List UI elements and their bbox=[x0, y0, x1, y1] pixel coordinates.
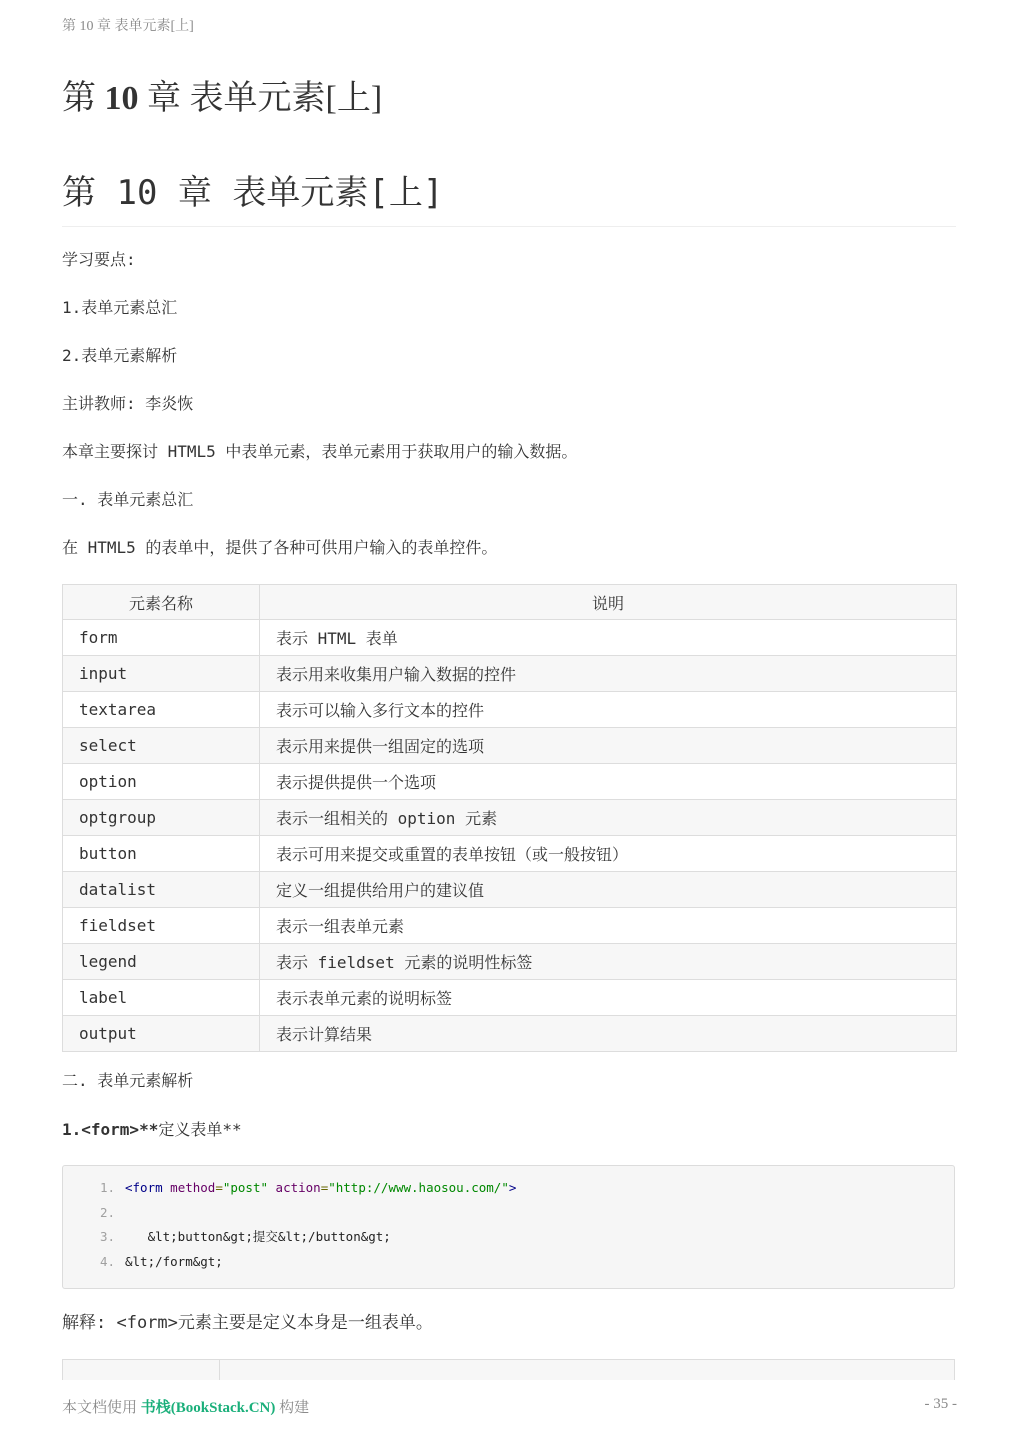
subsection-1-text: 定义表单** bbox=[158, 1120, 242, 1139]
line-number: 3. bbox=[99, 1229, 115, 1244]
element-name-cell: label bbox=[63, 980, 260, 1016]
page-number: - 35 - bbox=[924, 1396, 957, 1412]
element-name-cell: form bbox=[63, 620, 260, 656]
code-tag: <form bbox=[125, 1180, 163, 1195]
code-equals: = bbox=[215, 1180, 223, 1195]
description-cell: 表示计算结果 bbox=[260, 1016, 957, 1052]
description-cell: 表示可以输入多行文本的控件 bbox=[260, 692, 957, 728]
element-name-cell: fieldset bbox=[63, 908, 260, 944]
footer-suffix: 构建 bbox=[275, 1400, 310, 1416]
next-table-fragment bbox=[62, 1359, 955, 1381]
line-number: 1. bbox=[99, 1180, 115, 1195]
element-name-cell: select bbox=[63, 728, 260, 764]
table-row bbox=[63, 800, 957, 836]
intro-paragraph: 本章主要探讨 HTML5 中表单元素，表单元素用于获取用户的输入数据。 bbox=[62, 442, 578, 461]
table-header-row bbox=[63, 585, 957, 620]
table-row bbox=[63, 980, 957, 1016]
description-cell: 表示用来提供一组固定的选项 bbox=[260, 728, 957, 764]
element-name-cell: button bbox=[63, 836, 260, 872]
chapter-heading: 第 10 章 表单元素[上] bbox=[62, 168, 956, 227]
section-1-intro: 在 HTML5 的表单中，提供了各种可供用户输入的表单控件。 bbox=[62, 538, 498, 557]
line-number: 2. bbox=[99, 1204, 115, 1220]
title-prefix: 第 bbox=[62, 80, 105, 117]
code-attribute: action bbox=[275, 1180, 321, 1195]
element-name-cell: output bbox=[63, 1016, 260, 1052]
point-1: 1.表单元素总汇 bbox=[62, 298, 178, 317]
table-row bbox=[63, 692, 957, 728]
header-description: 说明 bbox=[260, 585, 957, 620]
description-cell: 表示用来收集用户输入数据的控件 bbox=[260, 656, 957, 692]
explanation-paragraph: 解释: <form>元素主要是定义本身是一组表单。 bbox=[62, 1313, 433, 1333]
title-suffix: 章 表单元素[上] bbox=[138, 80, 383, 117]
description-cell: 表示一组表单元素 bbox=[260, 908, 957, 944]
line-number: 4. bbox=[99, 1253, 115, 1269]
document-title bbox=[62, 76, 382, 122]
element-name-cell: datalist bbox=[63, 872, 260, 908]
code-line bbox=[63, 1180, 954, 1205]
code-text: &lt;button&gt;提交&lt;/button&gt; bbox=[125, 1229, 391, 1244]
code-tag: > bbox=[508, 1180, 517, 1195]
title-number: 10 bbox=[104, 80, 139, 117]
code-equals: = bbox=[320, 1180, 329, 1195]
code-text: &lt;/form&gt; bbox=[125, 1253, 223, 1269]
table-row bbox=[63, 1016, 957, 1052]
key-points-label: 学习要点: bbox=[62, 250, 136, 269]
code-string: "http://www.haosou.com/" bbox=[328, 1180, 509, 1195]
table-row bbox=[63, 656, 957, 692]
description-cell: 定义一组提供给用户的建议值 bbox=[260, 872, 957, 908]
code-string: "post" bbox=[222, 1180, 269, 1195]
form-elements-table bbox=[62, 584, 957, 1052]
table-row bbox=[63, 872, 957, 908]
table-row bbox=[63, 620, 957, 656]
element-name-cell: textarea bbox=[63, 692, 260, 728]
code-line bbox=[63, 1254, 954, 1279]
code-line bbox=[63, 1229, 954, 1254]
section-2-heading: 二. 表单元素解析 bbox=[62, 1071, 194, 1090]
footer-credit bbox=[62, 1396, 309, 1417]
description-cell: 表示提供提供一个选项 bbox=[260, 764, 957, 800]
table-row bbox=[63, 836, 957, 872]
table-row bbox=[63, 728, 957, 764]
element-name-cell: input bbox=[63, 656, 260, 692]
header-element-name: 元素名称 bbox=[63, 585, 260, 620]
description-cell: 表示表单元素的说明标签 bbox=[260, 980, 957, 1016]
running-header: 第 10 章 表单元素[上] bbox=[62, 19, 194, 34]
table-row bbox=[63, 764, 957, 800]
code-block bbox=[62, 1165, 955, 1289]
description-cell: 表示可用来提交或重置的表单按钮（或一般按钮） bbox=[260, 836, 957, 872]
code-line bbox=[63, 1205, 954, 1230]
subsection-1-tag: 1.<form>** bbox=[62, 1120, 159, 1139]
point-2: 2.表单元素解析 bbox=[62, 346, 178, 365]
footer-prefix: 本文档使用 bbox=[62, 1400, 141, 1416]
description-cell: 表示一组相关的 option 元素 bbox=[260, 800, 957, 836]
table-column-divider bbox=[219, 1360, 220, 1381]
element-name-cell: optgroup bbox=[63, 800, 260, 836]
bookstack-link[interactable]: 书栈(BookStack.CN) bbox=[140, 1400, 276, 1416]
code-attribute: method bbox=[170, 1180, 216, 1195]
element-name-cell: legend bbox=[63, 944, 260, 980]
section-1-heading: 一. 表单元素总汇 bbox=[62, 490, 194, 509]
element-name-cell: option bbox=[63, 764, 260, 800]
description-cell: 表示 HTML 表单 bbox=[260, 620, 957, 656]
teacher-line: 主讲教师: 李炎恢 bbox=[62, 394, 194, 413]
table-row bbox=[63, 944, 957, 980]
subsection-1-heading bbox=[62, 1118, 242, 1142]
description-cell: 表示 fieldset 元素的说明性标签 bbox=[260, 944, 957, 980]
table-row bbox=[63, 908, 957, 944]
